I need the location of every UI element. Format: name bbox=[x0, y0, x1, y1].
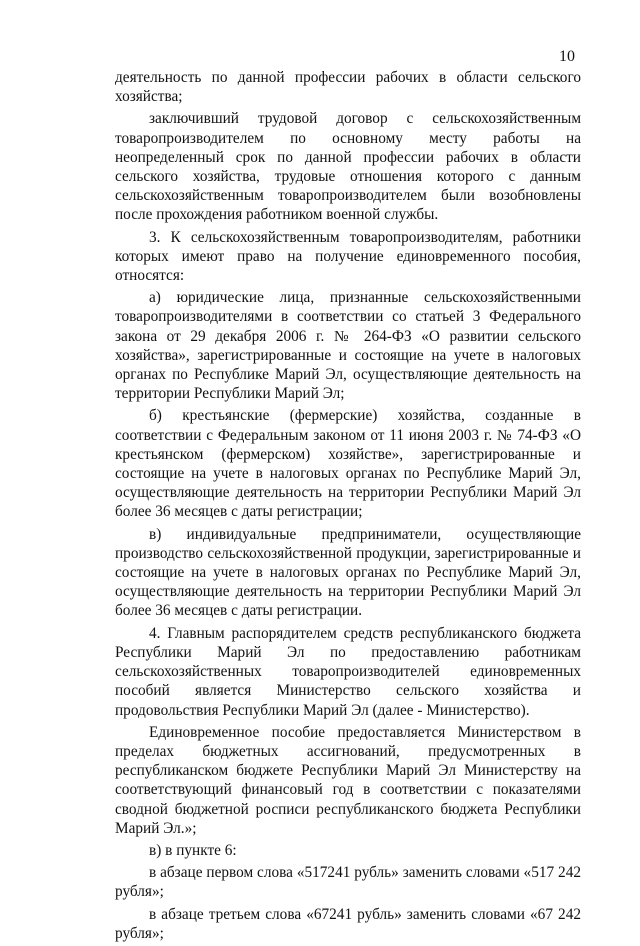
paragraph-third-paragraph: в абзаце третьем слова «67241 рубль» заменить словами «67 242 рубля»; bbox=[115, 905, 581, 942]
paragraph-item-3b: б) крестьянские (фермерские) хозяйства, созданные в соответствии с Федеральным законом от 11 июня 2003 г. № 74-ФЗ «О крестьянском (фермерском) хозяйстве», зарегистрированные и состоящие на учете в налоговых органах по Республике Марий Эл, осуществляющие деятельность на территории Республики Марий Эл более 36 месяцев с даты регистрации; bbox=[115, 407, 581, 521]
paragraph-item-3v: в) индивидуальные предприниматели, осуществляющие производство сельскохозяйственной продукции, зарегистрированные и состоящие на учете в налоговых органах по Республике Марий Эл, осуществляющие деятельность на территории Республики Марий Эл более 36 месяцев с даты регистрации. bbox=[115, 525, 581, 620]
paragraph-cont-occupation: деятельность по данной профессии рабочих в области сельского хозяйства; bbox=[115, 69, 581, 106]
paragraph-item-3: 3. К сельскохозяйственным товаропроизводителям, работники которых имеют право на получение единовременного пособия, относятся: bbox=[115, 228, 581, 285]
paragraph-item-3a: а) юридические лица, признанные сельскохозяйственными товаропроизводителями в соответствии со статьей 3 Федерального закона от 29 декабря 2006 г. № 264-ФЗ «О развитии сельского хозяйства», зарегистрированные и состоящие на учете в налоговых органах по Республике Марий Эл, осуществляющие деятельность на территории Республики Марий Эл; bbox=[115, 289, 581, 403]
document-body bbox=[115, 68, 581, 946]
paragraph-item-4: 4. Главным распорядителем средств республиканского бюджета Республики Марий Эл по предоставлению работникам сельскохозяйственных товаропроизводителей единовременных пособий является Министерство сельского хозяйства и продовольствия Республики Марий Эл (далее - Министерство). bbox=[115, 624, 581, 719]
page-number: 10 bbox=[559, 48, 575, 65]
paragraph-first-paragraph: в абзаце первом слова «517241 рубль» заменить словами «517 242 рубля»; bbox=[115, 864, 581, 901]
paragraph-allowance: Единовременное пособие предоставляется Министерством в пределах бюджетных ассигнований, предусмотренных в республиканском бюджете Республики Марий Эл Министерству на соответствующий финансовый год в соответствии с показателями сводной бюджетной росписи республиканского бюджета Республики Марий Эл.»; bbox=[115, 723, 581, 837]
paragraph-contract: заключивший трудовой договор с сельскохозяйственным товаропроизводителем по основному месту работы на неопределенный срок по данной профессии рабочих в области сельского хозяйства, трудовые отношения которого с данным сельскохозяйственным товаропроизводителем были возобновлены после прохождения работником военной службы. bbox=[115, 110, 581, 224]
paragraph-point-6: в) в пункте 6: bbox=[149, 841, 237, 859]
